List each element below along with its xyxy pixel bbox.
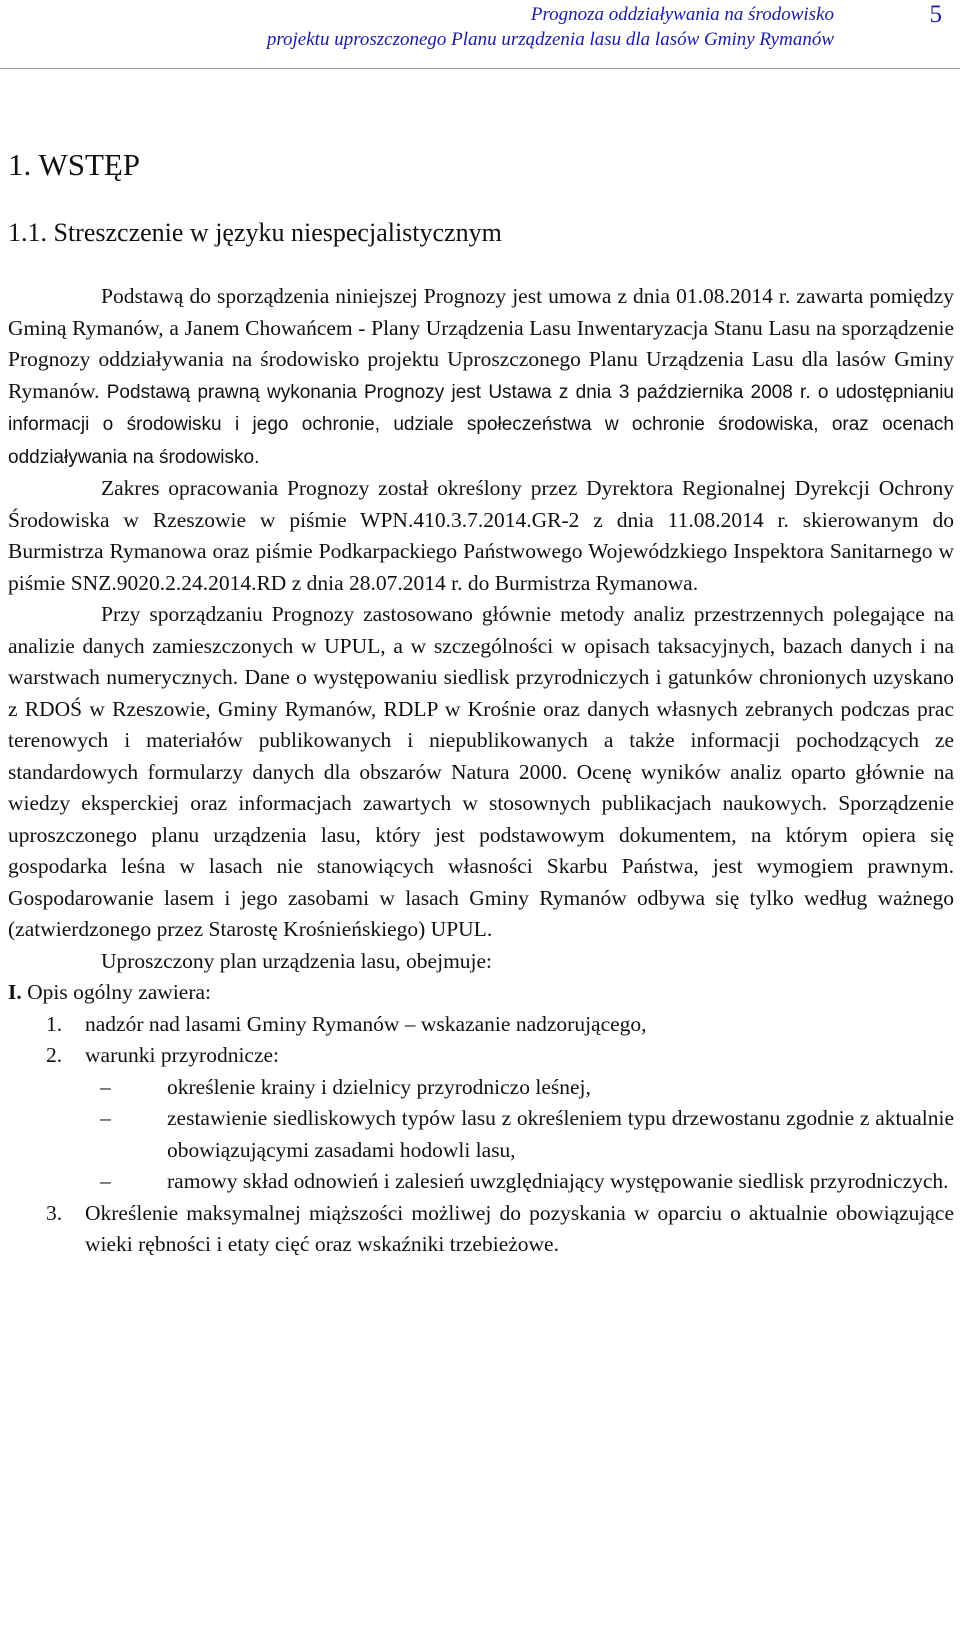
list-heading-label: Opis ogólny zawiera: xyxy=(21,980,212,1004)
list-item-text: nadzór nad lasami Gminy Rymanów – wskazanie nadzorującego, xyxy=(85,1011,647,1036)
dash-bullet: – xyxy=(100,1106,111,1130)
numbered-list xyxy=(8,1009,954,1072)
list-heading-general xyxy=(8,977,954,1009)
paragraph-plan-includes: Uproszczony plan urządzenia lasu, obejmuje: xyxy=(101,948,493,973)
header-line-1: Prognoza oddziaływania na środowisko xyxy=(530,4,834,25)
sub-list-item-text: zestawienie siedliskowych typów lasu z określeniem typu drzewostanu zgodnie z aktualnie obowiązującymi zasadami hodowli lasu, xyxy=(167,1106,954,1162)
sub-list-item xyxy=(85,1072,954,1104)
sub-list-item-text: określenie krainy i dzielnicy przyrodniczo leśnej, xyxy=(167,1074,591,1099)
page-number: 5 xyxy=(929,1,942,28)
subsection-heading: 1.1. Streszczenie w języku niespecjalistycznym xyxy=(8,218,502,247)
sub-list-item xyxy=(85,1166,954,1198)
section-heading: 1. WSTĘP xyxy=(8,147,141,182)
list-item xyxy=(8,1009,954,1041)
header-title xyxy=(14,2,834,52)
dash-bullet: – xyxy=(100,1074,111,1099)
list-item xyxy=(8,1198,954,1261)
paragraph-methods: Przy sporządzaniu Prognozy zastosowano głównie metody analiz przestrzennych polegające na analizie danych zamieszczonych w UPUL, a w szczególności w opisach taksacyjnych, bazach danych i na warstwach numerycznych. Dane o występowaniu siedlisk przyrodniczych i gatunków chronionych uzyskano z RDOŚ w Rzeszowie, Gminy Rymanów, RDLP w Krośnie oraz danych własnych zebranych podczas prac terenowych i materiałów publikowanych i niepublikowanych a także informacji pochodzących ze standardowych formularzy danych dla obszarów Natura 2000. Ocenę wyników analiz oparto głównie na wiedzy eksperckiej oraz informacjach zawartych w stosownych publikacjach naukowych. Sporządzenie uproszczonego planu urządzenia lasu, który jest podstawowym dokumentem, na którym opiera się gospodarka leśna w lasach nie stanowiących własności Skarbu Państwa, jest wymogiem prawnym. Gospodarowanie lasem i jego zasobami w lasach Gminy Rymanów odbywa się tylko według ważnego (zatwierdzonego przez Starostę Krośnieńskiego) UPUL. xyxy=(8,602,954,941)
page-header xyxy=(0,0,960,69)
paragraph-contract xyxy=(8,281,954,473)
sub-list-item xyxy=(85,1103,954,1166)
paragraph-contract-text: Podstawą do sporządzenia niniejszej Prognozy jest umowa z dnia 01.08.2014 r. zawarta pomiędzy Gminą Rymanów, a Janem Chowańcem - Plany Urządzenia Lasu Inwentaryzacja Stanu Lasu na sporządzenie Prognozy oddziaływania na środowisko projektu Uproszczonego Planu Urządzenia Lasu dla lasów Gminy Rymanów. xyxy=(8,284,954,403)
dash-list xyxy=(85,1072,954,1198)
dash-bullet: – xyxy=(100,1169,111,1193)
list-item-number: 3. xyxy=(46,1200,63,1225)
list-item xyxy=(8,1040,954,1072)
list-item-text: Określenie maksymalnej miąższości możliwej do pozyskania w oparciu o aktualnie obowiązujące wieki rębności i etaty cięć oraz wskaźniki trzebieżowe. xyxy=(85,1200,954,1256)
document-body xyxy=(8,281,954,1261)
list-item-text: warunki przyrodnicze: xyxy=(85,1043,280,1067)
paragraph-legal-basis: Podstawą prawną wykonania Prognozy jest Ustawa z dnia 3 października 2008 r. o udostępnianiu informacji o środowisku i jego ochronie, udziale społeczeństwa w ochronie środowiska, oraz ocenach oddziaływania na środowisko. xyxy=(8,381,954,468)
numbered-list-continued xyxy=(8,1198,954,1261)
roman-numeral: I. xyxy=(8,980,22,1004)
sub-list-item-text: ramowy skład odnowień i zalesień uwzględniający występowanie siedlisk przyrodniczych. xyxy=(167,1169,949,1193)
list-item-number: 1. xyxy=(46,1011,63,1036)
list-item-number: 2. xyxy=(46,1043,63,1067)
header-line-2: projektu uproszczonego Planu urządzenia lasu dla lasów Gminy Rymanów xyxy=(266,29,834,50)
paragraph-scope: Zakres opracowania Prognozy został określony przez Dyrektora Regionalnej Dyrekcji Ochrony Środowiska w Rzeszowie w piśmie WPN.410.3.7.2014.GR-2 z dnia 11.08.2014 r. skierowanym do Burmistrza Rymanowa oraz piśmie Podkarpackiego Państwowego Wojewódzkiego Inspektora Sanitarnego w piśmie SNZ.9020.2.24.2014.RD z dnia 28.07.2014 r. do Burmistrza Rymanowa. xyxy=(8,476,954,595)
